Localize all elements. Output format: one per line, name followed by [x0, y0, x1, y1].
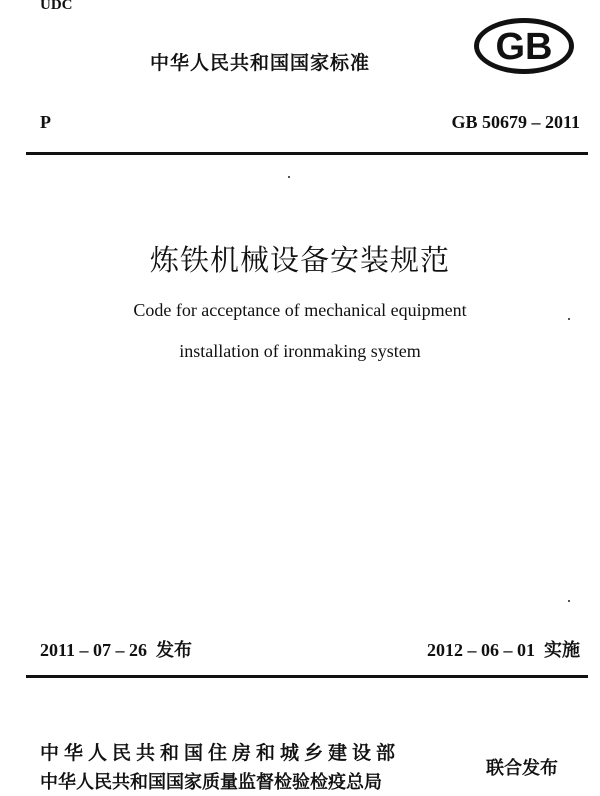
gb-logo-icon — [472, 16, 576, 76]
title-english-line1: Code for acceptance of mechanical equipment — [133, 300, 467, 320]
issue-label: 发布 — [156, 640, 193, 661]
effective-label: 实施 — [544, 640, 580, 661]
gb-logo — [472, 16, 576, 76]
top-divider — [26, 152, 588, 155]
gb-logo-text: GB — [495, 26, 553, 68]
category-code: P — [40, 112, 51, 132]
national-standard-heading: 中华人民共和国国家标准 — [150, 52, 371, 74]
issue-date-block — [40, 636, 192, 662]
joint-issue-label: 联合发布 — [486, 758, 558, 779]
publisher-ministry-housing: 中华人民共和国住房和城乡建设部 — [40, 742, 401, 764]
title-chinese: 炼铁机械设备安装规范 — [149, 243, 450, 277]
scan-speck — [568, 600, 570, 602]
standard-number: GB 50679 – 2011 — [451, 112, 580, 132]
bottom-divider — [26, 675, 588, 678]
udc-label: UDC — [40, 0, 73, 13]
publisher-aqsiq: 中华人民共和国国家质量监督检验检疫总局 — [40, 772, 382, 793]
scan-speck — [288, 176, 290, 178]
issue-date: 2011 – 07 – 26 — [40, 640, 148, 660]
title-english-line2: installation of ironmaking system — [179, 341, 421, 361]
effective-date: 2012 – 06 – 01 — [427, 640, 535, 660]
effective-date-block — [427, 636, 580, 662]
